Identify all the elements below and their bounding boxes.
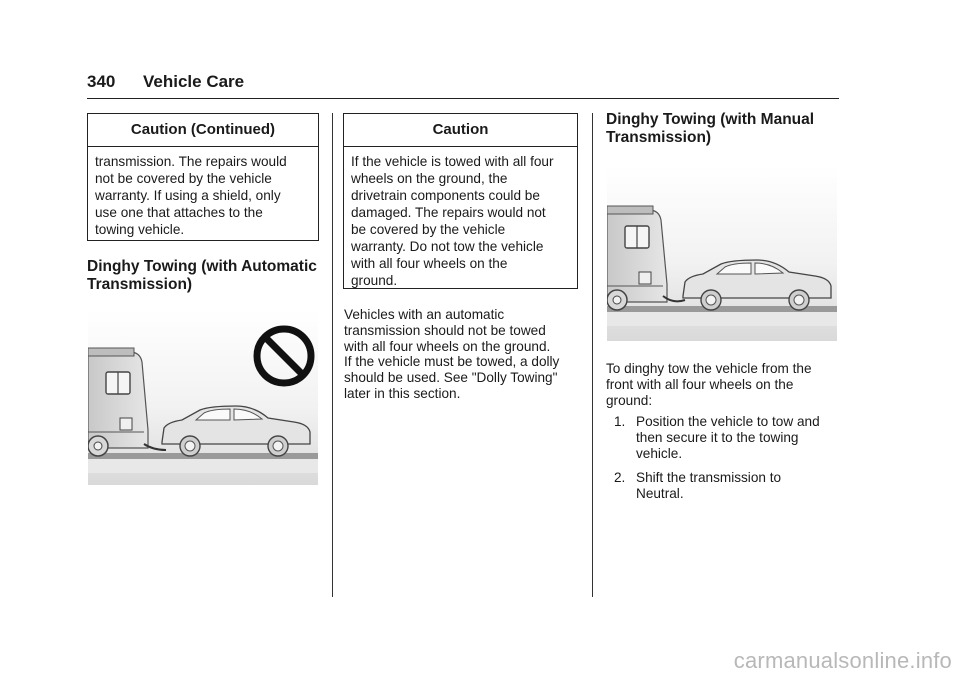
figure-automatic-towing-prohibited [88,310,318,485]
caution-line: wheels on the ground, the [351,171,508,186]
heading-line: Transmission) [87,276,193,293]
caution-line: If the vehicle is towed with all four [351,154,554,169]
step-line: then secure it to the towing [636,429,799,445]
caution-body [88,147,318,238]
paragraph-line: To dinghy tow the vehicle from the [606,361,812,376]
towing-steps-list [606,414,846,511]
caution-box-continued [87,113,319,241]
caution-line: not be covered by the vehicle [95,171,272,186]
watermark: carmanualsonline.info [733,648,952,673]
section-heading-manual [606,111,846,147]
paragraph-line: ground: [606,392,653,408]
paragraph-line: later in this section. [344,385,461,401]
caution-line: be covered by the vehicle [351,222,506,237]
caution-box [343,113,578,289]
caution-line: with all four wheels on the [351,256,508,271]
caution-line: use one that attaches to the [95,205,263,220]
page-number: 340 [87,72,116,91]
step-line: Shift the transmission to [636,470,782,486]
caution-line: transmission. The repairs would [95,154,287,169]
paragraph-line: with all four wheels on the ground. [344,338,551,354]
section-heading-automatic [87,258,327,294]
page-title: Vehicle Care [143,72,245,91]
caution-line: damaged. The repairs would not [351,205,546,220]
caution-line: warranty. If using a shield, only [95,188,281,203]
paragraph-line: transmission should not be towed [344,322,546,338]
step-line: Position the vehicle to tow and [636,414,820,429]
heading-line: Dinghy Towing (with Automatic [87,258,317,275]
heading-line: Transmission) [606,129,712,146]
caution-line: warranty. Do not tow the vehicle [351,239,544,254]
caution-body [344,147,577,289]
automatic-towing-paragraph [344,307,584,402]
list-item [606,414,846,461]
column-divider-2 [592,113,593,597]
caution-line: ground. [351,273,398,288]
caution-title: Caution (Continued) [88,114,318,147]
column-divider-1 [332,113,333,597]
paragraph-line: front with all four wheels on the [606,376,794,392]
paragraph-line: If the vehicle must be towed, a dolly [344,354,560,370]
caution-title: Caution [344,114,577,147]
paragraph-line: Vehicles with an automatic [344,307,505,322]
heading-line: Dinghy Towing (with Manual [606,111,815,128]
figure-manual-dinghy-towing [607,166,837,341]
caution-line: towing vehicle. [95,222,185,237]
step-line: vehicle. [636,445,683,461]
step-number: 2. [614,470,626,486]
paragraph-line: should be used. See "Dolly Towing" [344,370,558,386]
list-item [606,470,846,502]
manual-towing-intro [606,361,846,408]
step-line: Neutral. [636,486,684,502]
step-number: 1. [614,414,626,429]
caution-line: drivetrain components could be [351,188,540,203]
page-header [87,72,839,99]
